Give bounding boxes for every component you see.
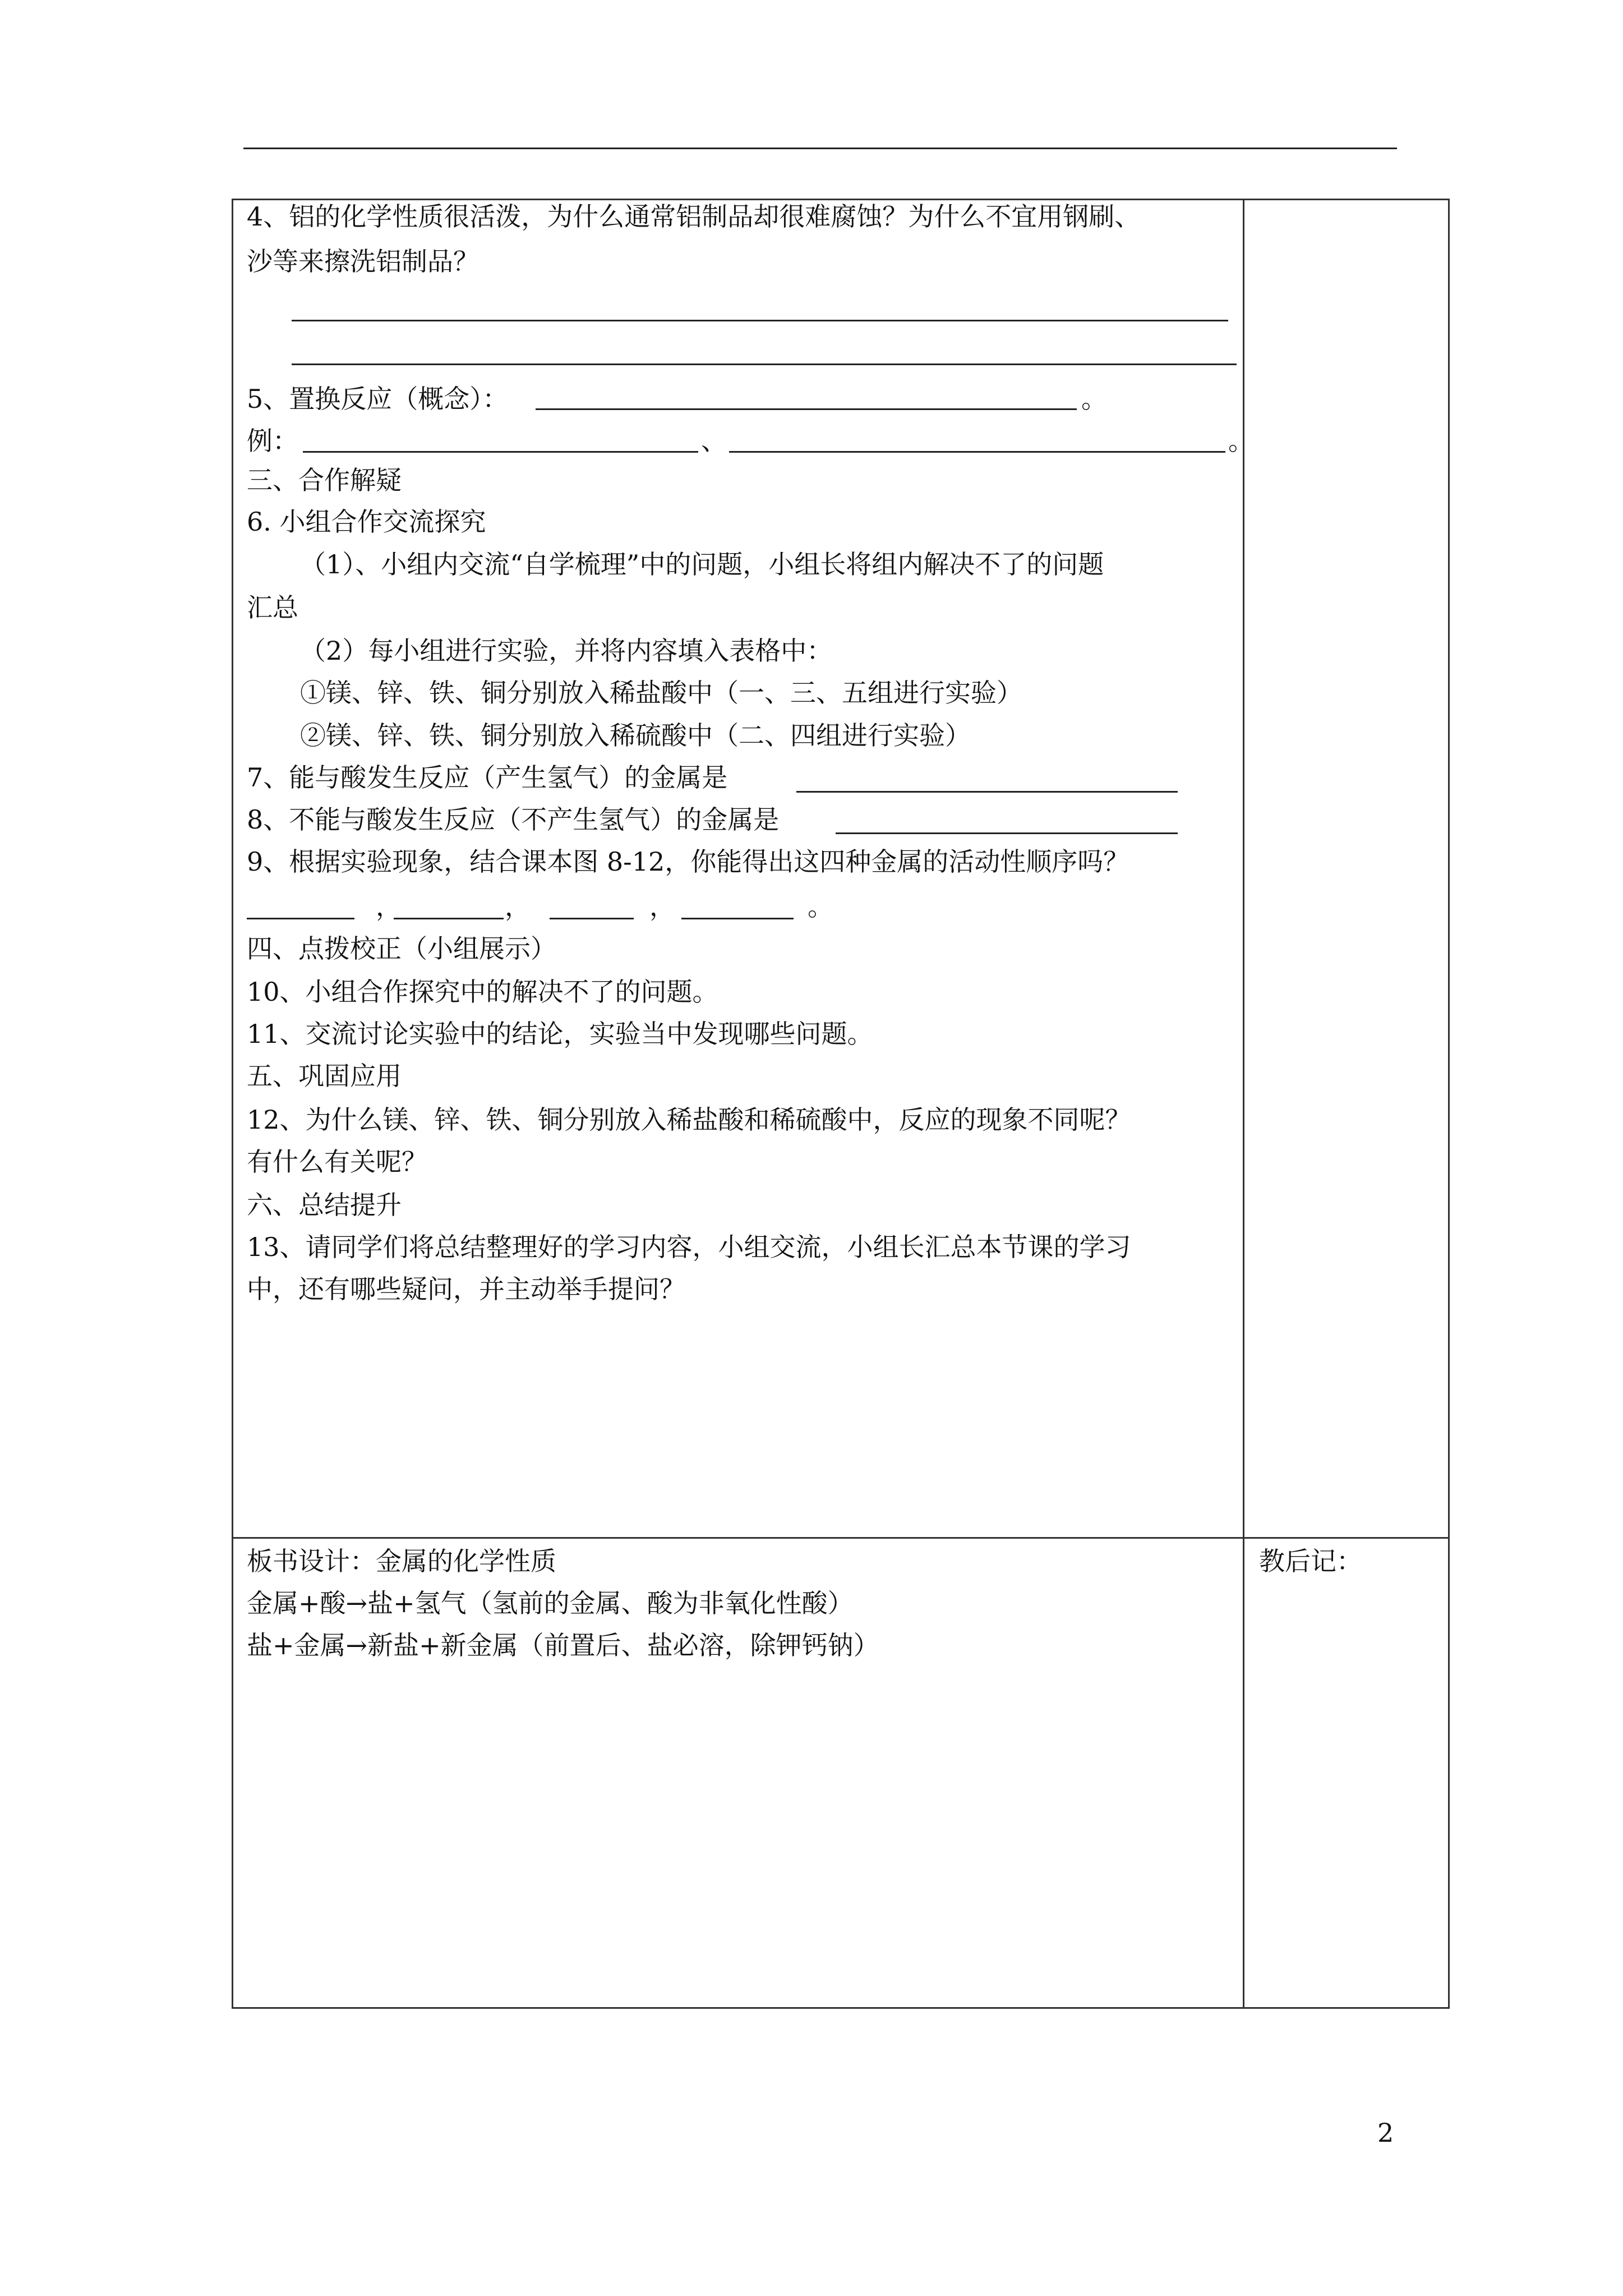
answer-line-4a (292, 320, 1228, 321)
answer-line-9d (681, 918, 794, 919)
example-period: 。 (1228, 426, 1254, 456)
answer-line-8 (836, 832, 1178, 834)
question-6-part-1-line-2: 汇总 (247, 592, 298, 623)
question-8: 8、不能与酸发生反应（不产生氢气）的金属是 (247, 804, 780, 835)
question-6-part-2: （2）每小组进行实验，并将内容填入表格中： (300, 636, 833, 666)
question-12-line-2: 有什么有关呢？ (247, 1147, 427, 1177)
example-label: 例： (247, 426, 298, 456)
question-9-period: 。 (808, 891, 833, 922)
question-9-comma-1: ， (376, 891, 402, 922)
question-5-period: 。 (1081, 384, 1107, 414)
answer-line-7 (796, 791, 1178, 793)
question-4-line-2: 沙等来擦洗铝制品？ (247, 246, 479, 277)
answer-line-4b (292, 364, 1237, 365)
question-13-line-2: 中，还有哪些疑问，并主动举手提问？ (247, 1274, 685, 1304)
question-4-line-1: 4、铝的化学性质很活泼，为什么通常铝制品却很难腐蚀？为什么不宜用钢刷、 (247, 201, 1141, 232)
board-design-rule-1: 金属+酸→盐+氢气（氢前的金属、酸为非氧化性酸） (247, 1588, 854, 1618)
question-5: 5、置换反应（概念）： (247, 384, 509, 414)
section-3-heading: 三、合作解疑 (247, 465, 402, 495)
answer-line-9a (247, 918, 354, 919)
answer-line-example-2 (729, 451, 1225, 453)
section-5-heading: 五、巩固应用 (247, 1061, 402, 1091)
question-13-line-1: 13、请同学们将总结整理好的学习内容，小组交流，小组长汇总本节课的学习 (247, 1232, 1131, 1262)
question-12-line-1: 12、为什么镁、锌、铁、铜分别放入稀盐酸和稀硫酸中，反应的现象不同呢？ (247, 1105, 1131, 1135)
page-number: 2 (1377, 2118, 1394, 2148)
question-7: 7、能与酸发生反应（产生氢气）的金属是 (247, 762, 728, 793)
experiment-2: ②镁、锌、铁、铜分别放入稀硫酸中（二、四组进行实验） (300, 720, 971, 751)
experiment-1: ①镁、锌、铁、铜分别放入稀盐酸中（一、三、五组进行实验） (300, 678, 1022, 708)
column-divider (1243, 199, 1244, 2009)
question-6-part-1-line-1: （1）、小组内交流“自学梳理”中的问题，小组长将组内解决不了的问题 (300, 549, 1104, 579)
answer-line-example-1 (303, 451, 698, 453)
question-9-comma-3: ， (649, 891, 675, 922)
row-divider (232, 1537, 1450, 1539)
board-design-rule-2: 盐+金属→新盐+新金属（前置后、盐必溶，除钾钙钠） (247, 1630, 879, 1660)
question-11: 11、交流讨论实验中的结论，实验当中发现哪些问题。 (247, 1019, 873, 1049)
answer-line-9c (550, 918, 634, 919)
section-6-heading: 六、总结提升 (247, 1190, 402, 1220)
question-6: 6. 小组合作交流探究 (247, 507, 486, 537)
section-4-heading: 四、点拨校正（小组展示） (247, 933, 556, 964)
header-rule (243, 148, 1397, 149)
example-separator: 、 (701, 426, 727, 456)
answer-line-5-concept (536, 408, 1077, 410)
post-class-notes-label: 教后记： (1259, 1546, 1362, 1576)
question-10: 10、小组合作探究中的解决不了的问题。 (247, 977, 718, 1007)
answer-line-9b (394, 918, 504, 919)
question-9: 9、根据实验现象，结合课本图 8-12，你能得出这四种金属的活动性顺序吗？ (247, 846, 1129, 877)
question-9-comma-2: ， (505, 891, 531, 922)
board-design-title: 板书设计：金属的化学性质 (247, 1546, 556, 1576)
